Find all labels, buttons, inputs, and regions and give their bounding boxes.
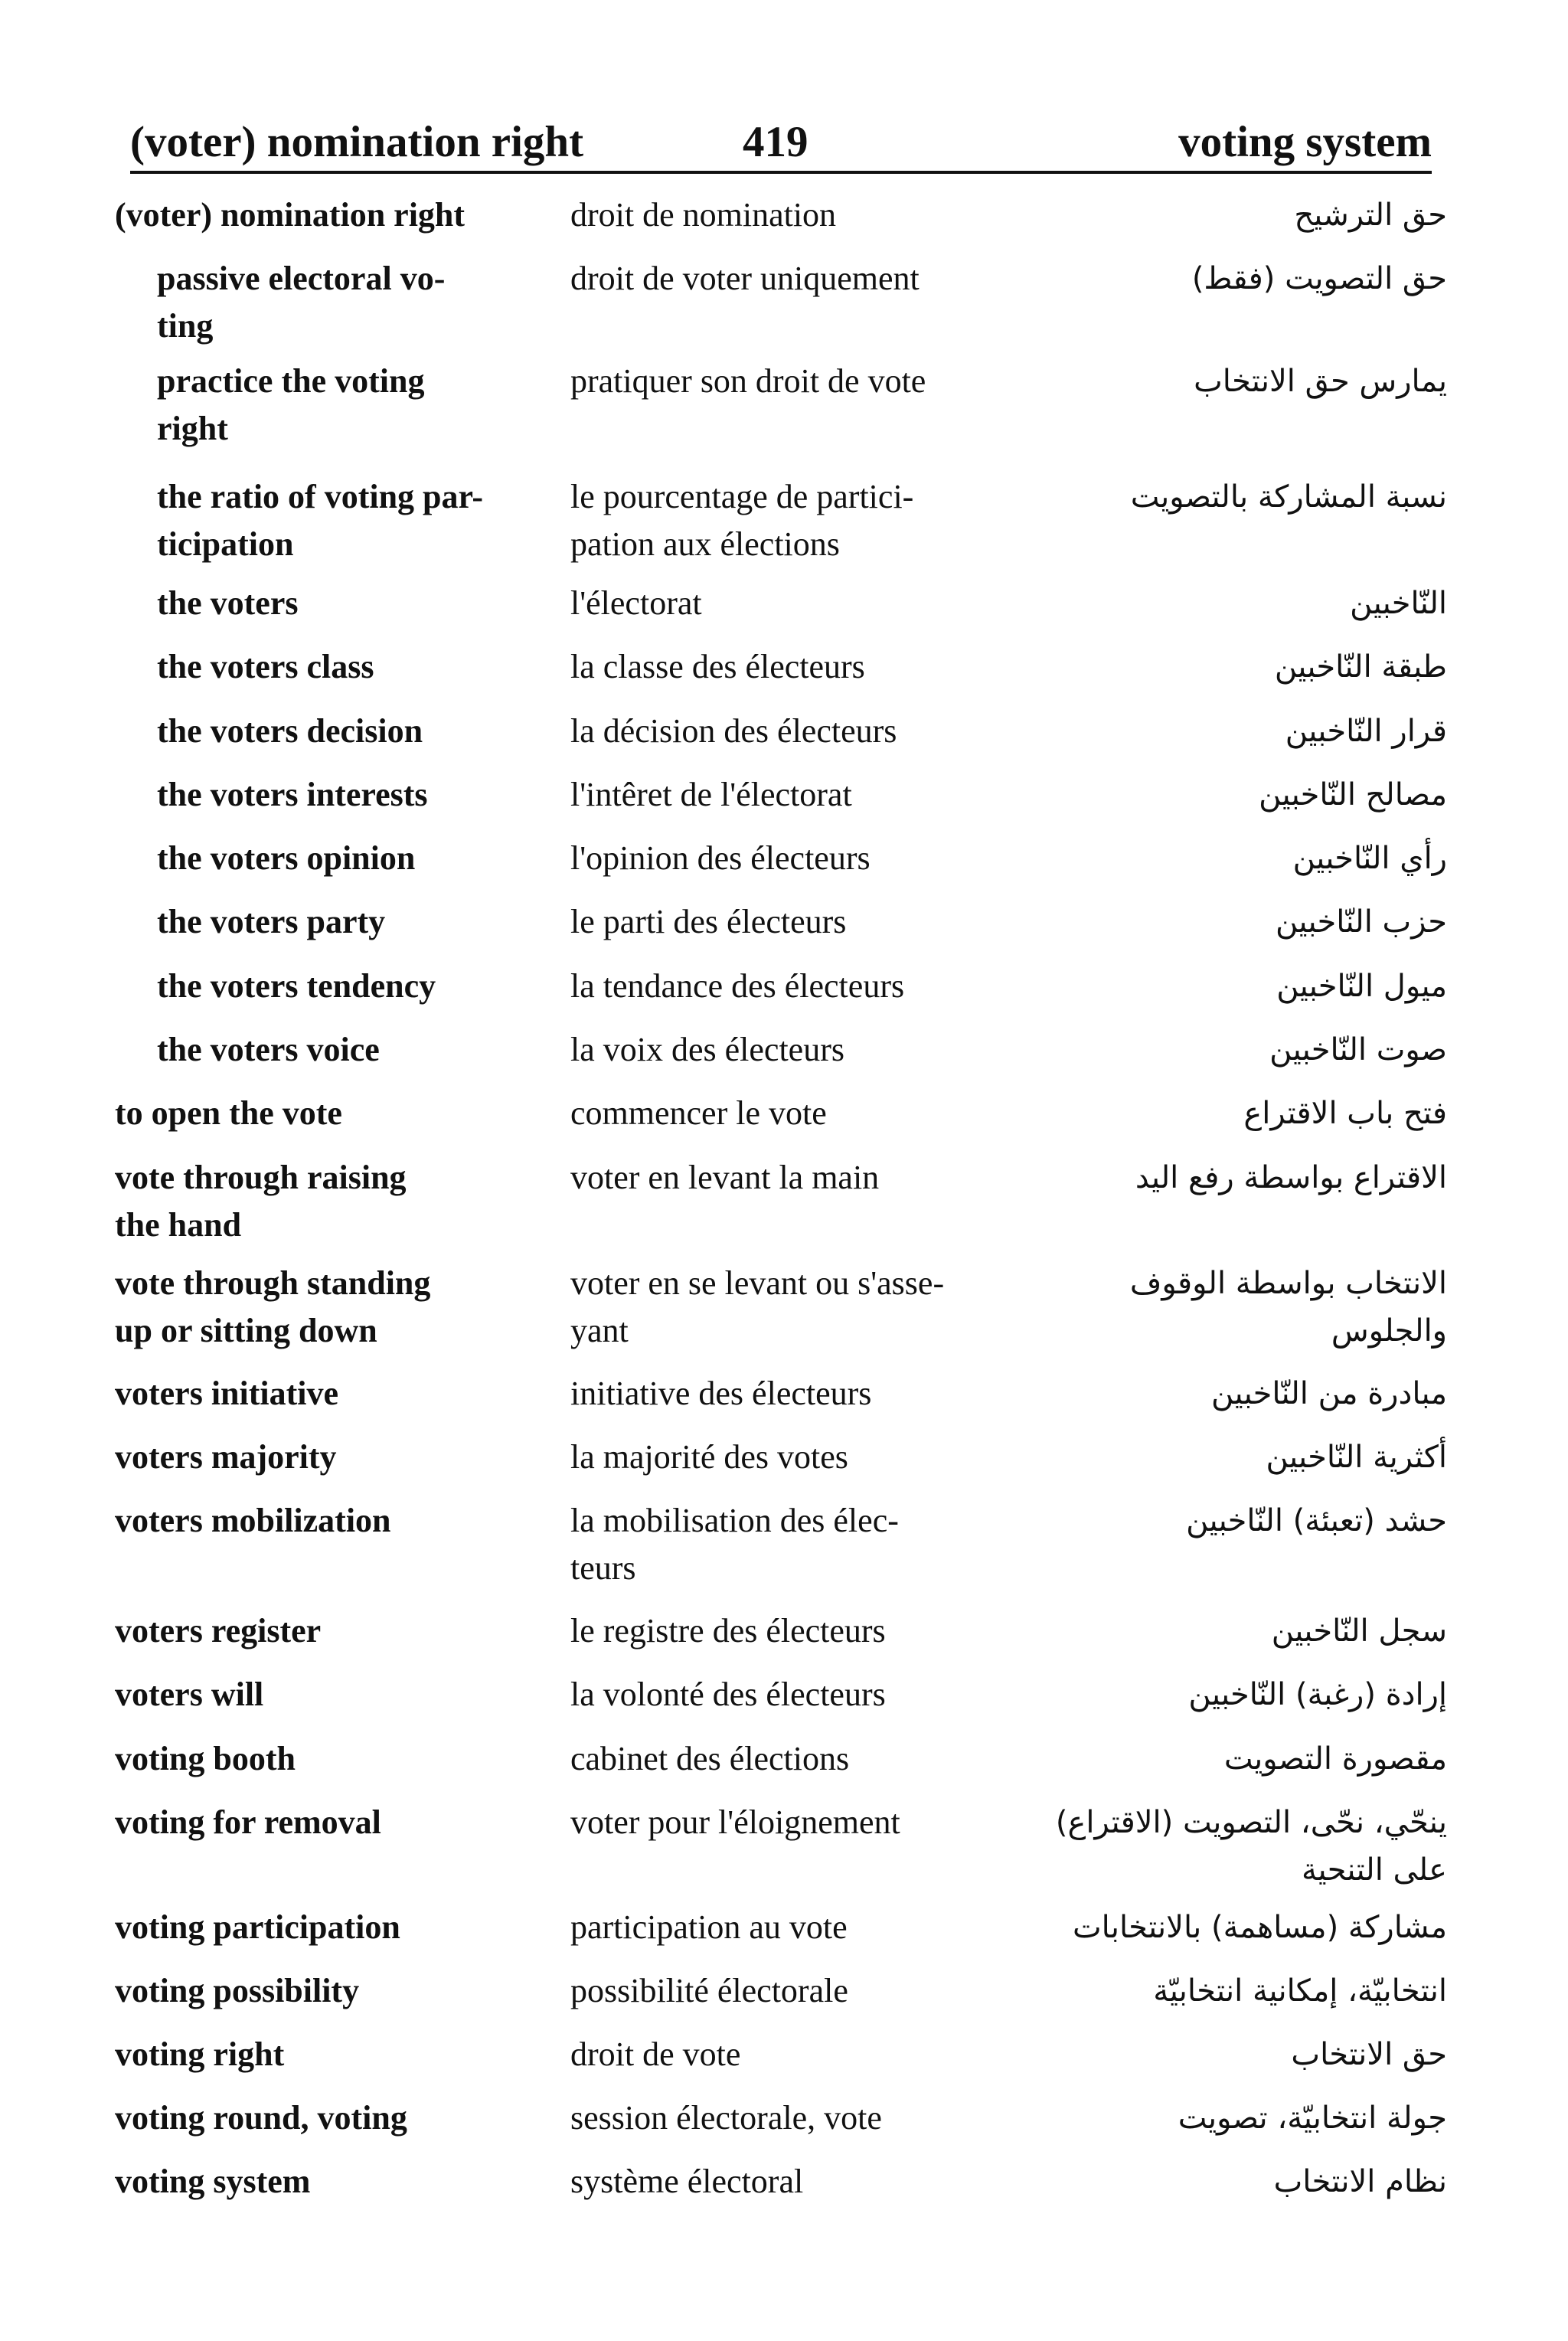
- english-term: (voter) nomination right: [115, 196, 466, 234]
- french-term: cabinet des élections: [570, 1740, 850, 1777]
- arabic-term: سجل النّاخبين: [1271, 1614, 1447, 1649]
- running-header: [130, 115, 1432, 173]
- english-term: voters register: [115, 1612, 322, 1649]
- english-term: voters initiative: [115, 1375, 339, 1412]
- french-term: l'intêret de l'électorat: [570, 776, 852, 813]
- arabic-term: النّاخبين: [1350, 586, 1447, 621]
- arabic-term: ينحّي، نحّى، التصويت (الاقتراع) على التنحية: [1055, 1805, 1447, 1888]
- arabic-term: نظام الانتخاب: [1273, 2164, 1447, 2199]
- french-term: le registre des électeurs: [570, 1612, 886, 1649]
- french-term: le parti des électeurs: [570, 903, 847, 940]
- arabic-term: يمارس حق الانتخاب: [1194, 364, 1447, 399]
- english-term: passive electoral vo- ting: [157, 260, 446, 345]
- english-term: voting possibility: [115, 1972, 360, 2009]
- french-term: commencer le vote: [570, 1094, 827, 1132]
- french-term: l'opinion des électeurs: [570, 839, 871, 877]
- arabic-term: الاقتراع بواسطة رفع اليد: [1135, 1160, 1447, 1195]
- french-term: voter en se levant ou s'asse- yant: [570, 1264, 945, 1349]
- french-term: pratiquer son droit de vote: [570, 362, 926, 400]
- arabic-term: حزب النّاخبين: [1275, 904, 1447, 940]
- french-term: la classe des électeurs: [570, 648, 865, 685]
- arabic-term: مشاركة (مساهمة) بالانتخابات: [1072, 1910, 1447, 1945]
- french-term: la tendance des électeurs: [570, 967, 905, 1005]
- arabic-term: جولة انتخابيّة، تصويت: [1178, 2101, 1447, 2136]
- english-term: the voters opinion: [157, 839, 416, 877]
- arabic-term: انتخابيّة، إمكانية انتخابيّة: [1153, 1973, 1447, 2009]
- arabic-term: مبادرة من النّاخبين: [1211, 1376, 1447, 1411]
- arabic-term: نسبة المشاركة بالتصويت: [1130, 479, 1447, 515]
- arabic-term: حشد (تعبئة) النّاخبين: [1186, 1503, 1447, 1538]
- english-term: the voters voice: [157, 1031, 380, 1068]
- arabic-term: طبقة النّاخبين: [1274, 649, 1447, 685]
- english-term: voting round, voting: [115, 2099, 407, 2137]
- french-term: droit de vote: [570, 2035, 741, 2073]
- english-term: vote through raising the hand: [115, 1159, 407, 1244]
- arabic-term: رأي النّاخبين: [1292, 841, 1447, 876]
- french-term: possibilité électorale: [570, 1972, 848, 2009]
- arabic-term: فتح باب الاقتراع: [1243, 1096, 1447, 1131]
- french-term: voter pour l'éloignement: [570, 1803, 900, 1841]
- arabic-term: مصالح النّاخبين: [1259, 777, 1447, 812]
- french-term: voter en levant la main: [570, 1159, 880, 1196]
- arabic-term: حق الترشيح: [1294, 198, 1447, 233]
- french-term: droit de voter uniquement: [570, 260, 920, 297]
- english-term: voting for removal: [115, 1803, 381, 1841]
- arabic-term: صوت النّاخبين: [1269, 1032, 1447, 1068]
- arabic-term: مقصورة التصويت: [1223, 1741, 1447, 1777]
- arabic-term: ميول النّاخبين: [1276, 969, 1447, 1004]
- english-term: voting system: [115, 2163, 311, 2200]
- french-term: la volonté des électeurs: [570, 1676, 886, 1713]
- english-term: voters mobilization: [115, 1502, 391, 1539]
- english-term: the voters tendency: [157, 967, 436, 1005]
- english-term: the voters interests: [157, 776, 428, 813]
- page-number: 419: [743, 118, 808, 166]
- english-term: the voters class: [157, 648, 374, 685]
- french-term: la décision des électeurs: [570, 712, 897, 750]
- arabic-term: أكثرية النّاخبين: [1266, 1440, 1447, 1475]
- french-term: participation au vote: [570, 1908, 848, 1946]
- french-term: session électorale, vote: [570, 2099, 882, 2137]
- arabic-term: الانتخاب بواسطة الوقوف والجلوس: [1129, 1266, 1447, 1349]
- french-term: la mobilisation des élec- teurs: [570, 1502, 899, 1587]
- arabic-term: حق الانتخاب: [1291, 2037, 1447, 2072]
- header-right-term: voting system: [1178, 118, 1432, 166]
- english-term: the voters: [157, 584, 299, 622]
- english-term: voters majority: [115, 1438, 337, 1476]
- english-term: practice the voting right: [157, 362, 425, 447]
- english-term: the ratio of voting par- ticipation: [157, 478, 484, 563]
- french-term: l'électorat: [570, 584, 702, 622]
- english-term: vote through standing up or sitting down: [115, 1264, 431, 1349]
- french-term: système électoral: [570, 2163, 804, 2200]
- french-term: initiative des électeurs: [570, 1375, 872, 1412]
- english-term: the voters party: [157, 903, 386, 940]
- english-term: voting booth: [115, 1740, 296, 1777]
- french-term: la voix des électeurs: [570, 1031, 844, 1068]
- header-left-term: (voter) nomination right: [130, 118, 584, 166]
- english-term: voters will: [115, 1676, 264, 1713]
- arabic-term: إرادة (رغبة) النّاخبين: [1188, 1677, 1447, 1712]
- english-term: voting right: [115, 2035, 285, 2073]
- arabic-term: حق التصويت (فقط): [1191, 261, 1447, 296]
- french-term: le pourcentage de partici- pation aux élections: [570, 478, 914, 563]
- english-term: to open the vote: [115, 1094, 342, 1132]
- arabic-term: قرار النّاخبين: [1285, 714, 1447, 749]
- english-term: the voters decision: [157, 712, 423, 750]
- french-term: droit de nomination: [570, 196, 837, 234]
- english-term: voting participation: [115, 1908, 400, 1946]
- french-term: la majorité des votes: [570, 1438, 848, 1476]
- header-rule: [130, 171, 1432, 174]
